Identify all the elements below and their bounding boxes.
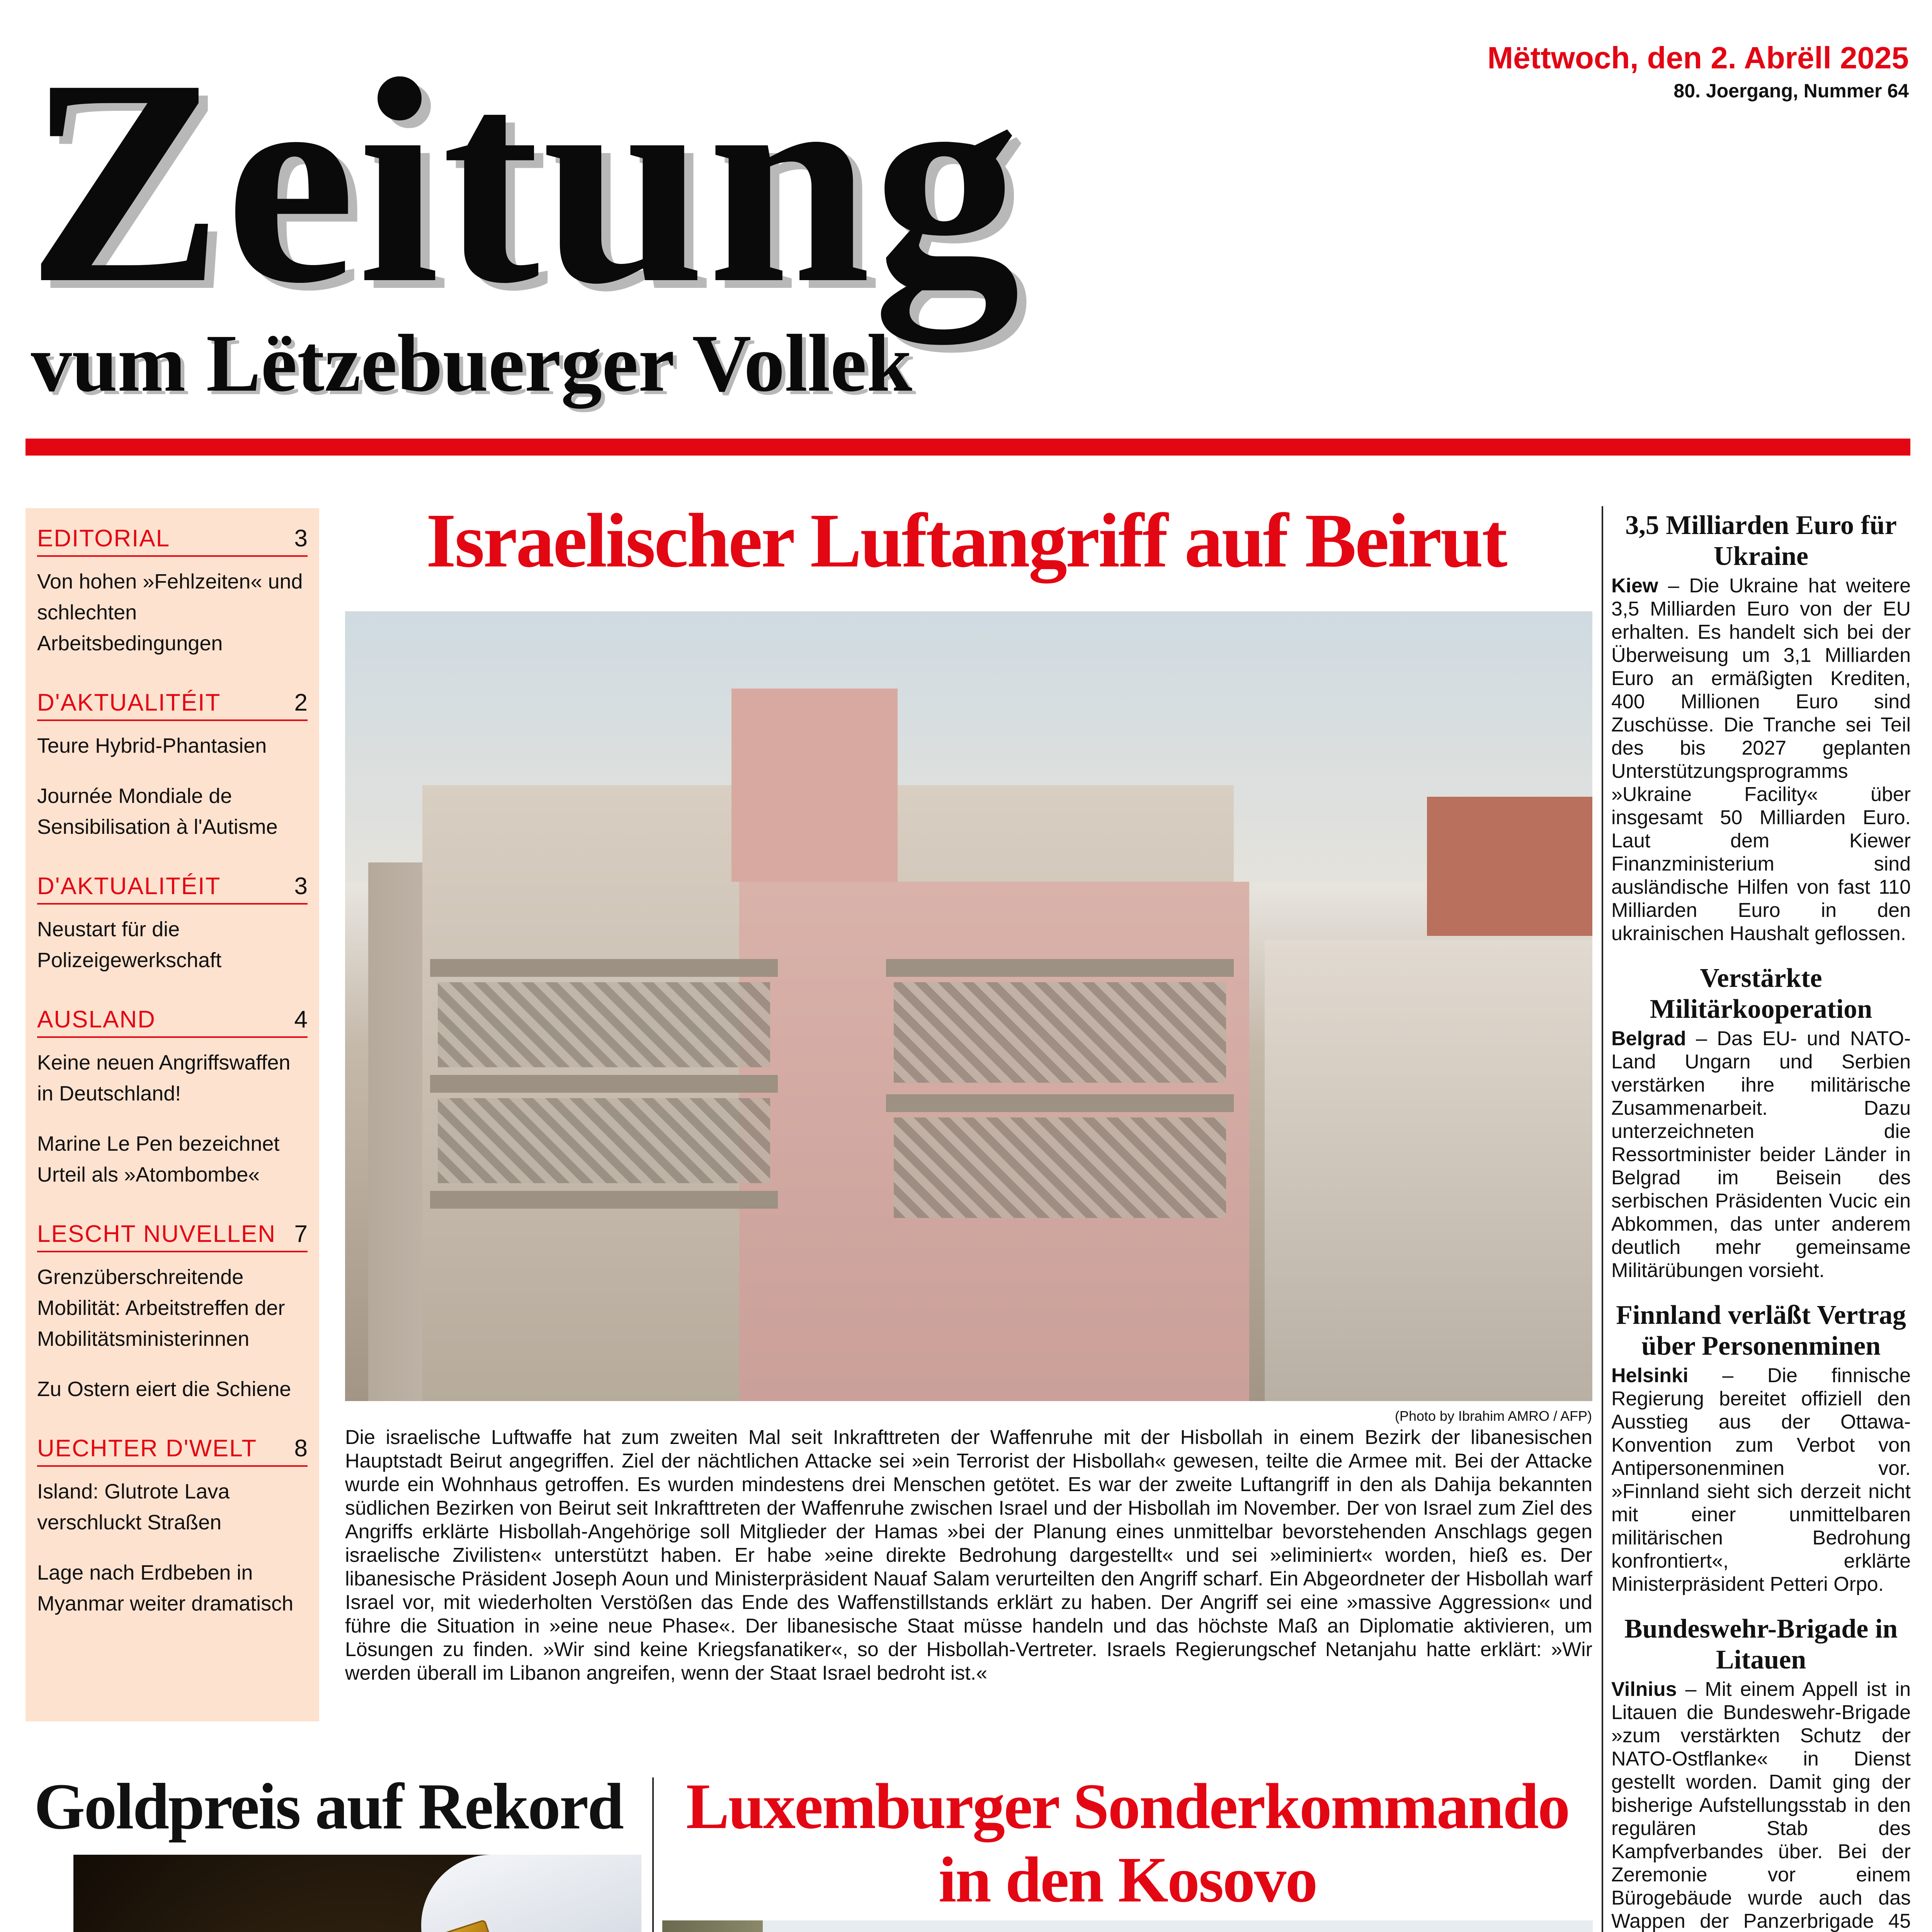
contents-page-number: 4: [294, 1006, 308, 1033]
contents-item[interactable]: Grenzüberschreitende Mobilität: Arbeitstreffen der Mobilitätsministerinnen: [37, 1265, 285, 1350]
contents-item[interactable]: Journée Mondiale de Sensibilisation à l'Autisme: [37, 784, 278, 838]
lead-headline[interactable]: Israelischer Luftangriff auf Beirut: [426, 498, 1506, 583]
contents-section-uechter-dwelt[interactable]: [37, 1434, 308, 1467]
brief-headline: Finnland verläßt Vertrag über Personenminen: [1616, 1300, 1906, 1361]
lead-photo-beirut[interactable]: [345, 611, 1592, 1401]
issue-number: 80. Joergang, Nummer 64: [1673, 80, 1909, 102]
contents-item[interactable]: Neustart für die Polizeigewerkschaft: [37, 918, 222, 972]
brief-ukraine[interactable]: [1611, 510, 1911, 945]
contents-page-number: 8: [294, 1435, 308, 1462]
brief-dateline: Helsinki: [1611, 1364, 1689, 1387]
contents-section-aktualiteit[interactable]: [37, 688, 308, 721]
kosovo-photo[interactable]: [662, 1920, 1593, 1932]
brief-bundeswehr[interactable]: [1611, 1614, 1911, 1932]
brief-text: Helsinki – Die finnische Regierung bereitet offiziell den Ausstieg aus der Ottawa-Konvention zum Verbot von Antipersonenminen vor. »Finnland sieht sich derzeit nicht mit einer unmittelbaren militärischen Bedrohung konfrontiert«, erklärte Ministerpräsident Petteri Orpo.: [1611, 1364, 1911, 1595]
photo-floor-slab: [886, 959, 1234, 977]
contents-item[interactable]: Teure Hybrid-Phantasien: [37, 734, 267, 757]
contents-section-lescht-nuvellen[interactable]: [37, 1219, 308, 1252]
contents-item[interactable]: Von hohen »Fehlzeiten« und schlechten Arbeitsbedingungen: [37, 570, 303, 655]
photo-rubble: [438, 982, 770, 1067]
photo-floor-slab: [886, 1094, 1234, 1112]
brief-text: Vilnius – Mit einem Appell ist in Litauen die Bundeswehr-Brigade »zum verstärkten Schutz der NATO-Ostflanke« in Dienst gestellt worden. Damit ging der bisherige Aufstellungsstab in den regulären Stab des Kampfverbandes über. Bei der Zeremonie vor einem Bürogebäude wurde auch das Wappen der Panzerbrigade 45: [1611, 1678, 1911, 1932]
brief-headline: Bundeswehr-Brigade in Litauen: [1624, 1614, 1898, 1675]
news-briefs-column: [1611, 510, 1911, 1932]
brief-dateline: Vilnius: [1611, 1678, 1677, 1701]
contents-section-aktualiteit-2[interactable]: [37, 871, 308, 905]
brief-text: Kiew – Die Ukraine hat weitere 3,5 Milliarden Euro von der EU erhalten. Es handelt sich bei der Überweisung um 3,1 Milliarden Euro an ermäßigten Krediten, 400 Millionen Euro sind Zuschüsse. Die Tranche sei Teil des bis 2027 geplanten Unterstützungsprogramms »Ukraine Facility« über insgesamt 50 Milliarden Euro. Laut dem Kiewer Finanzministerium sind ausländische Hilfen von fast 110 Milliarden Euro in den ukrainischen Haushalt geflossen.: [1611, 575, 1911, 945]
contents-section-title: D'AKTUALITÉIT: [37, 873, 221, 900]
brief-finland[interactable]: [1611, 1300, 1911, 1596]
brief-military-cooperation[interactable]: [1611, 963, 1911, 1282]
gold-headline[interactable]: Goldpreis auf Rekord: [34, 1770, 623, 1843]
column-divider: [1602, 506, 1603, 1932]
contents-section-title: AUSLAND: [37, 1006, 156, 1033]
brief-headline: 3,5 Milliarden Euro für Ukraine: [1625, 510, 1897, 571]
gold-photo[interactable]: [73, 1855, 641, 1932]
contents-section-title: EDITORIAL: [37, 525, 170, 552]
brief-dateline: Belgrad: [1611, 1027, 1686, 1050]
contents-item[interactable]: Keine neuen Angriffswaffen in Deutschland!: [37, 1051, 291, 1105]
contents-item[interactable]: Island: Glutrote Lava verschluckt Straßen: [37, 1480, 230, 1534]
contents-section-title: D'AKTUALITÉIT: [37, 689, 221, 716]
photo-building-right: [1265, 940, 1592, 1401]
contents-section-editorial[interactable]: [37, 524, 308, 557]
contents-page-number: 3: [294, 525, 308, 552]
photo-glove: [421, 1855, 641, 1932]
contents-item[interactable]: Marine Le Pen bezeichnet Urteil als »Atombombe«: [37, 1132, 280, 1186]
brief-text: Belgrad – Das EU- und NATO-Land Ungarn und Serbien verstärken ihre militärische Zusammenarbeit. Dazu unterzeichneten die Ressortminister beider Länder in Belgrad im Beisein des serbischen Präsidenten Vucic ein Abkommen, das unter anderem deutlich mehr gemeinsame Militärübungen vorsieht.: [1611, 1027, 1911, 1282]
contents-page-number: 7: [294, 1221, 308, 1247]
contents-page-number: 2: [294, 689, 308, 716]
contents-sidebar: [26, 508, 319, 1721]
photo-rooftop-structure: [731, 689, 898, 882]
contents-page-number: 3: [294, 873, 308, 900]
kosovo-headline-line-1[interactable]: Luxemburger Sonderkommando: [686, 1770, 1569, 1842]
photo-rubble: [894, 982, 1226, 1083]
contents-item[interactable]: Lage nach Erdbeben in Myanmar weiter dramatisch: [37, 1561, 294, 1615]
photo-floor-slab: [430, 1191, 778, 1209]
photo-roof: [1427, 797, 1592, 936]
photo-floor-slab: [430, 959, 778, 977]
contents-item[interactable]: Zu Ostern eiert die Schiene: [37, 1378, 291, 1401]
photo-rubble: [438, 1098, 770, 1183]
kosovo-headline-line-2[interactable]: in den Kosovo: [938, 1844, 1317, 1916]
masthead-subtitle: vum Lëtzebuerger Vollek: [31, 318, 912, 408]
column-divider: [652, 1777, 654, 1932]
contents-section-title: LESCHT NUVELLEN: [37, 1221, 276, 1247]
issue-date: Mëttwoch, den 2. Abrëll 2025: [1487, 41, 1909, 75]
photo-rubble: [894, 1117, 1226, 1218]
contents-section-title: UECHTER D'WELT: [37, 1435, 257, 1462]
masthead-title: Zeitung: [27, 19, 1022, 344]
masthead-divider: [26, 439, 1910, 456]
brief-dateline: Kiew: [1611, 575, 1658, 597]
contents-section-ausland[interactable]: [37, 1005, 308, 1038]
photo-floor-slab: [430, 1075, 778, 1093]
lead-photo-credit: (Photo by Ibrahim AMRO / AFP): [1395, 1408, 1592, 1424]
brief-headline: Verstärkte Militärkooperation: [1650, 963, 1872, 1024]
photo-soldier-foreground: [662, 1920, 763, 1932]
lead-article-text: Die israelische Luftwaffe hat zum zweiten Mal seit Inkrafttreten der Waffenruhe mit der Hisbollah in einem Bezirk der libanesischen Hauptstadt Beirut angegriffen. Ziel der nächtlichen Attacke sei »ein Terrorist der Hisbollah« gewesen, teilte die Armee mit. Bei der Attacke wurde ein Wohnhaus getroffen. Es wurden mindestens drei Menschen getötet. Es war der zweite Luftangriff in den als Dahija bekannten südlichen Bezirken von Beirut seit Inkrafttreten der Waffenruhe zwischen Israel und der Hisbollah im November. Der von Israel zum Ziel des Angriffs erklärte Hisbollah-Angehörige soll Mitglieder der Hamas »bei der Planung eines unmittelbar bevorstehenden Anschlags gegen israelische Zivilisten« unterstützt haben. Er habe »eine direkte Bedrohung dargestellt« und sei »eliminiert« worden, hieß es. Der libanesische Präsident Joseph Aoun und Ministerpräsident Nauaf Salam verurteilten den Angriff scharf. Ein Abgeordneter der Hisbollah warf Israel vor, mit wiederholten Verstößen das Ende des Waffenstillstands erklärt zu haben. Der Angriff sei eine »massive Aggression« und führe die Situation in »eine neue Phase«. Der libanesische Staat müsse handeln und das höchste Maß an Diplomatie aktivieren, um Lösungen zu finden. »Wir sind keine Kriegsfanatiker«, so der Hisbollah-Vertreter. Israels Regierungschef Netanjahu hatte erklärt: »Wir werden überall im Libanon angreifen, wenn der Staat Israel bedroht ist.«: [345, 1426, 1592, 1684]
